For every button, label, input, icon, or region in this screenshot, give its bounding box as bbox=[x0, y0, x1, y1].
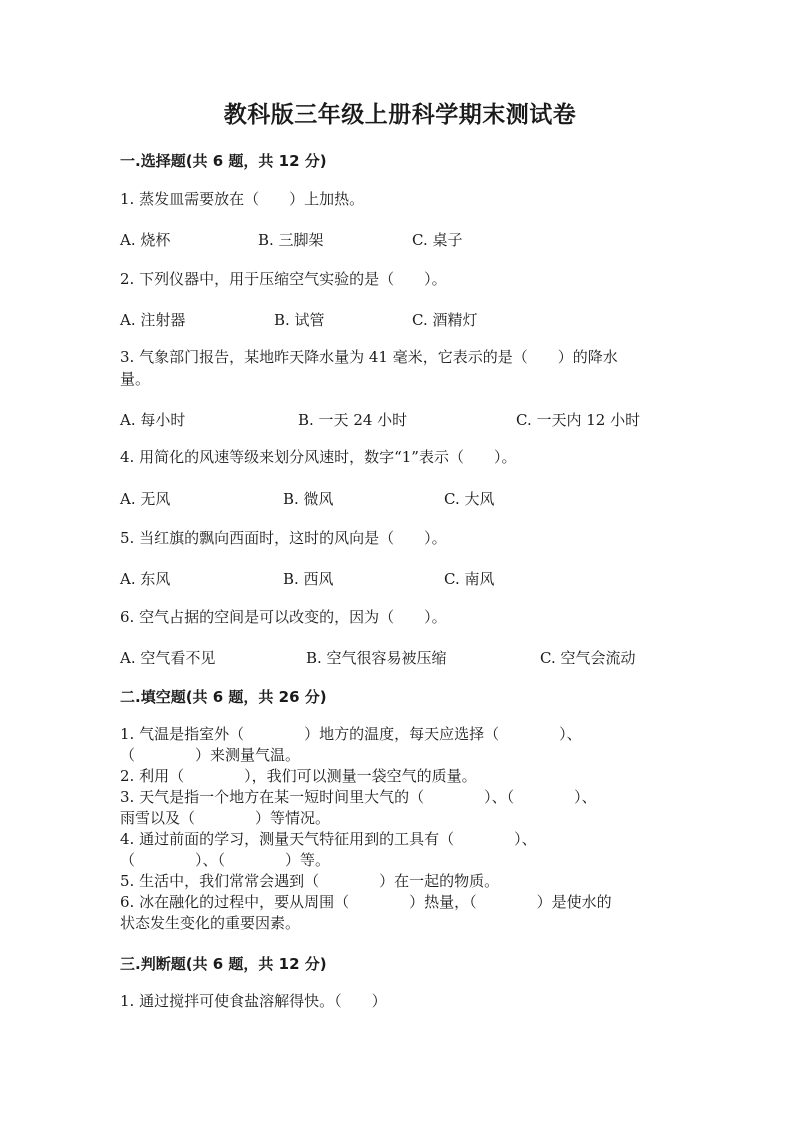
fill-line: 1. 气温是指室外（ ）地方的温度，每天应选择（ ）、 bbox=[120, 725, 582, 743]
option-c: C. 南风 bbox=[444, 570, 495, 588]
option-a: A. 东风 bbox=[120, 570, 171, 588]
section-heading-judge: 三.判断题(共 6 题，共 12 分) bbox=[120, 955, 327, 973]
judge-question-1: 1. 通过搅拌可使食盐溶解得快。（ ） bbox=[120, 992, 387, 1010]
option-a: A. 每小时 bbox=[120, 411, 186, 429]
section-heading-fill: 二.填空题(共 6 题，共 26 分) bbox=[120, 688, 327, 706]
option-c: C. 酒精灯 bbox=[412, 311, 478, 329]
option-c: C. 桌子 bbox=[412, 231, 463, 249]
option-b: B. 微风 bbox=[283, 490, 334, 508]
option-a: A. 无风 bbox=[120, 490, 171, 508]
question-1: 1. 蒸发皿需要放在（ ）上加热。 bbox=[120, 190, 365, 208]
option-c: C. 一天内 12 小时 bbox=[516, 411, 641, 429]
option-b: B. 试管 bbox=[274, 311, 325, 329]
fill-line: 5. 生活中，我们常常会遇到（ ）在一起的物质。 bbox=[120, 872, 500, 890]
option-a: A. 注射器 bbox=[120, 311, 186, 329]
question-3: 3. 气象部门报告，某地昨天降水量为 41 毫米，它表示的是（ ）的降水 bbox=[120, 348, 618, 366]
section-heading-choice: 一.选择题(共 6 题，共 12 分) bbox=[120, 152, 327, 170]
option-c: C. 大风 bbox=[444, 490, 495, 508]
fill-line: 雨雪以及（ ）等情况。 bbox=[120, 809, 331, 827]
question-2: 2. 下列仪器中，用于压缩空气实验的是（ ）。 bbox=[120, 270, 447, 288]
fill-line: （ ）、（ ）等。 bbox=[120, 851, 331, 869]
question-6: 6. 空气占据的空间是可以改变的，因为（ ）。 bbox=[120, 608, 447, 626]
option-b: B. 西风 bbox=[283, 570, 334, 588]
fill-line: 6. 冰在融化的过程中，要从周围（ ）热量，（ ）是使水的 bbox=[120, 893, 612, 911]
fill-line: 3. 天气是指一个地方在某一短时间里大气的（ ）、（ ）、 bbox=[120, 788, 597, 806]
fill-line: （ ）来测量气温。 bbox=[120, 746, 301, 764]
option-b: B. 空气很容易被压缩 bbox=[306, 649, 447, 667]
question-5: 5. 当红旗的飘向西面时，这时的风向是（ ）。 bbox=[120, 529, 447, 547]
option-b: B. 三脚架 bbox=[258, 231, 324, 249]
option-b: B. 一天 24 小时 bbox=[298, 411, 408, 429]
option-c: C. 空气会流动 bbox=[540, 649, 636, 667]
option-a: A. 烧杯 bbox=[120, 231, 171, 249]
question-4: 4. 用简化的风速等级来划分风速时，数字“1”表示（ ）。 bbox=[120, 448, 517, 466]
fill-line: 状态发生变化的重要因素。 bbox=[120, 914, 301, 932]
fill-line: 2. 利用（ ），我们可以测量一袋空气的质量。 bbox=[120, 767, 477, 785]
option-a: A. 空气看不见 bbox=[120, 649, 216, 667]
question-3-continued: 量。 bbox=[120, 370, 151, 388]
page-title: 教科版三年级上册科学期末测试卷 bbox=[223, 101, 577, 128]
fill-line: 4. 通过前面的学习，测量天气特征用到的工具有（ ）、 bbox=[120, 830, 537, 848]
